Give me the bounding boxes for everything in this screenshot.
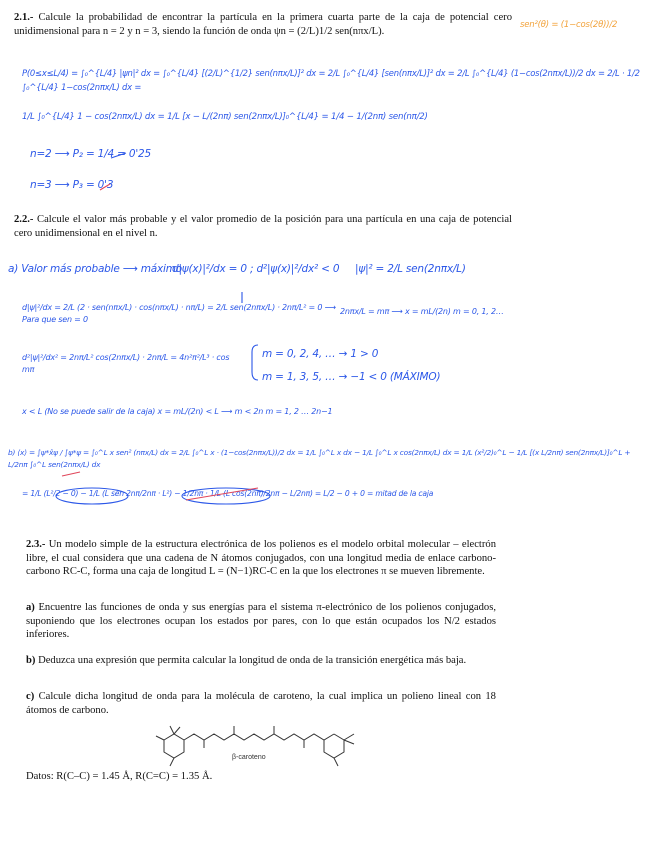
- problem-number: 2.2.-: [14, 214, 34, 225]
- work-2-2-roots: 2nπx/L = mπ ⟶ x = mL/(2n) m = 0, 1, 2…: [340, 307, 504, 316]
- work-2-2-b-line2: = 1/L (L²/2 − 0) − 1/L (L sen 2nπ/2nπ · L²) − 1/2nπ · 1/L (L cos(2nπ)/2nπ − L/2nπ) = L/2 − 0 + 0 = mitad de la caja: [22, 489, 434, 498]
- work-2-1-line2: 1/L ∫₀^{L/4} 1 − cos(2nπx/L) dx = 1/L [x − L/(2nπ) sen(2nπx/L)]₀^{L/4} = 1/4 − 1/(2nπ) sen(nπ/2): [22, 112, 428, 122]
- work-2-1-line1: P(0≤x≤L/4) = ∫₀^{L/4} |ψn|² dx = ∫₀^{L/4} [(2/L)^{1/2} sen(nπx/L)]² dx = 2/L ∫₀^{L/4} [sen(nπx/L)]² dx = 2/L ∫₀^{L/4} (1−cos(2nπx/L))/2 dx = 2/L · 1/2 ∫₀^{L/4} 1−cos(2nπx/L) dx =: [22, 68, 640, 92]
- problem-2-3-a: [26, 601, 496, 642]
- problem-text: Calcule la probabilidad de encontrar la partícula en la primera cuarta parte de la caja de potencial cero unidimensional para n = 2 y n = 3, siendo la función de onda ψn = (2/L)1/2 sen(nπx/L).: [14, 12, 512, 37]
- problem-number: 2.3.-: [26, 539, 46, 550]
- work-2-2-a-label: a) Valor más probable ⟶ máximo: [8, 263, 183, 275]
- work-2-2-psi2: |ψ|² = 2/L sen(2nπx/L): [355, 263, 466, 275]
- work-2-2-m-odd: m = 1, 3, 5, … → −1 < 0 (MÁXIMO): [262, 371, 441, 383]
- work-2-2-a-cond: d|ψ(x)|²/dx = 0 ; d²|ψ(x)|²/dx² < 0: [172, 263, 340, 275]
- problem-2-1: [14, 11, 512, 38]
- work-2-2-deriv2: d²|ψ|²/dx² = 2nπ/L² cos(2nπx/L) · 2nπ/L = 4n²π²/L³ · cos mπ: [22, 353, 230, 374]
- brace-stroke: [252, 345, 258, 380]
- work-2-1-n2: n=2 ⟶ P₂ = 1/4 = 0'25: [30, 148, 151, 160]
- part-text: Deduzca una expresión que permita calcular la longitud de onda de la transición energética más baja.: [38, 655, 467, 666]
- problem-2-3-intro: [26, 538, 496, 579]
- part-text: Encuentre las funciones de onda y sus energías para el sistema π-electrónico de los polienos conjugados, suponiendo que los electrones ocupan los estados por pares, con lo que están ocupados los N/2 estados inferiores.: [26, 602, 496, 640]
- work-2-2-constraint: x < L (No se puede salir de la caja) x = mL/(2n) < L ⟶ m < 2n m = 1, 2 … 2n−1: [22, 407, 333, 416]
- beta-carotene-structure: [150, 722, 370, 770]
- part-label: b): [26, 655, 36, 666]
- work-2-1-n3: n=3 ⟶ P₃ = 0'3: [30, 179, 114, 191]
- problem-2-3-c: [26, 690, 496, 717]
- work-2-2-deriv1: d|ψ|²/dx = 2/L (2 · sen(nπx/L) · cos(nπx/L) · nπ/L) = 2/L sen(2nπx/L) · 2nπ/L² = 0 ⟶ Para que sen = 0: [22, 303, 336, 324]
- part-text: Calcule dicha longitud de onda para la molécula de caroteno, la cual implica un polieno lineal con 18 átomos de carbono.: [26, 691, 496, 716]
- cancel-stroke-red: [62, 472, 80, 476]
- work-2-2-m-even: m = 0, 2, 4, … → 1 > 0: [262, 348, 379, 360]
- molecule-caption: β-caroteno: [232, 754, 266, 761]
- side-note-identity: sen²(θ) = (1−cos(2θ))/2: [520, 20, 618, 30]
- part-label: c): [26, 691, 35, 702]
- problem-2-3-data: Datos: R(C–C) = 1.45 Å, R(C=C) = 1.35 Å.: [26, 771, 213, 782]
- problem-2-3-b: [26, 654, 496, 668]
- work-2-2-b-line1: b) ⟨x⟩ = ∫ψ*x̂ψ / ∫ψ*ψ = ∫₀^L x sen² (nπx/L) dx = 2/L ∫₀^L x · (1−cos(2nπx/L))/2 dx = 1/L ∫₀^L x dx − 1/L ∫₀^L x cos(2nπx/L) dx = 1/L (x²/2)₀^L − 1/L [(x L/2nπ) sen(2nπx/L)]₀^L + L/2nπ ∫₀^L sen(2nπx/L) dx: [8, 448, 631, 469]
- problem-text: Calcule el valor más probable y el valor promedio de la posición para una partícula en una caja de potencial cero unidimensional en el nivel n.: [14, 214, 512, 239]
- problem-text: Un modelo simple de la estructura electrónica de los polienos es el modelo orbital molecular – electrón libre, el cual considera que una cadena de N átomos conjugados, con una longitud media de enlace carbono-carbono RC-C, forma una caja de longitud L = (N−1)RC-C en la que los electrones π se mueven libremente.: [26, 539, 496, 577]
- problem-2-2: [14, 213, 512, 240]
- part-label: a): [26, 602, 35, 613]
- problem-number: 2.1.-: [14, 12, 34, 23]
